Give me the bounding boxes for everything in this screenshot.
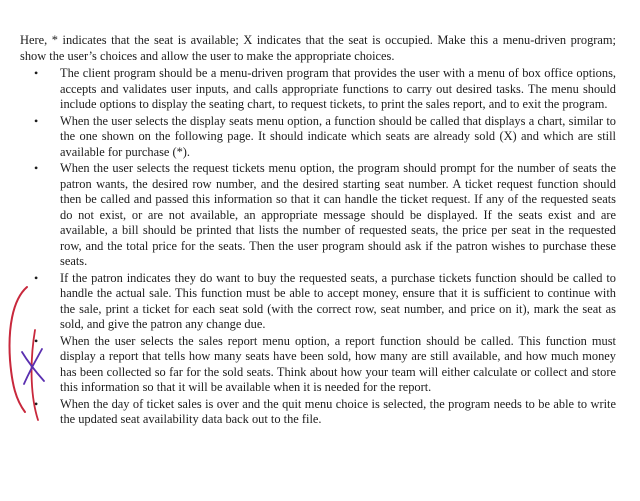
bullet-icon: • xyxy=(34,270,39,285)
list-item-text: The client program should be a menu-driven program that provides the user with a menu of box office options, accepts and validates user inputs, and calls appropriate functions to carry out desired tasks. The menu should include options to display the seating chart, to request tickets, to print the sales report, and to exit the program. xyxy=(60,66,616,111)
list-item xyxy=(34,161,616,270)
list-item xyxy=(34,270,616,333)
list-item xyxy=(34,333,616,396)
list-item-text: When the user selects the request tickets menu option, the program should prompt for the number of seats the patron wants, the desired row number, and the desired starting seat number. A ticket request function should then be called and passed this information so that it can handle the ticket request. If any of the requested seats do not exist, or are not available, an appropriate message should be displayed. If the seats exist and are available, a bill should be printed that lists the number of requested seats, the price per seat in the requested row, and the total price for the seats. Then the user program should ask if the patron wishes to purchase these seats. xyxy=(60,161,616,268)
bullet-icon: • xyxy=(34,161,39,175)
list-item-text: When the day of ticket sales is over and the quit menu choice is selected, the program needs to be able to write the updated seat availability data back out to the file. xyxy=(60,396,616,426)
list-item xyxy=(34,66,616,113)
bullet-icon: • xyxy=(34,396,39,411)
requirements-list xyxy=(20,66,616,428)
document-page xyxy=(20,33,616,429)
list-item xyxy=(34,396,616,428)
list-item-text: When the user selects the sales report menu option, a report function should be called. This function must display a report that tells how many seats have been sold, how many are still available, and how much money has been collected so far for the sold seats. Think about how your team will either calculate or collect and store this information so that it will be available when it is needed for the report. xyxy=(60,333,616,394)
list-item-text: If the patron indicates they do want to buy the requested seats, a purchase tickets function should be called to handle the actual sale. This function must be able to accept money, ensure that it is sufficient to continue with the sale, print a ticket for each seat sold (with the correct row, seat number, and price on it), mark the seat as sold, and give the patron any change due. xyxy=(60,270,616,331)
bullet-icon: • xyxy=(34,333,39,348)
intro-paragraph: Here, * indicates that the seat is available; X indicates that the seat is occupied. Make this a menu-driven program; show the user’s choices and allow the user to make the appropriate choices. xyxy=(20,33,616,63)
bullet-icon: • xyxy=(34,66,39,80)
list-item-text: When the user selects the display seats menu option, a function should be called that displays a chart, similar to the one shown on the following page. It should indicate which seats are already sold (X) and which are still available for purchase (*). xyxy=(60,113,616,159)
bullet-icon: • xyxy=(34,113,39,128)
list-item xyxy=(34,113,616,161)
